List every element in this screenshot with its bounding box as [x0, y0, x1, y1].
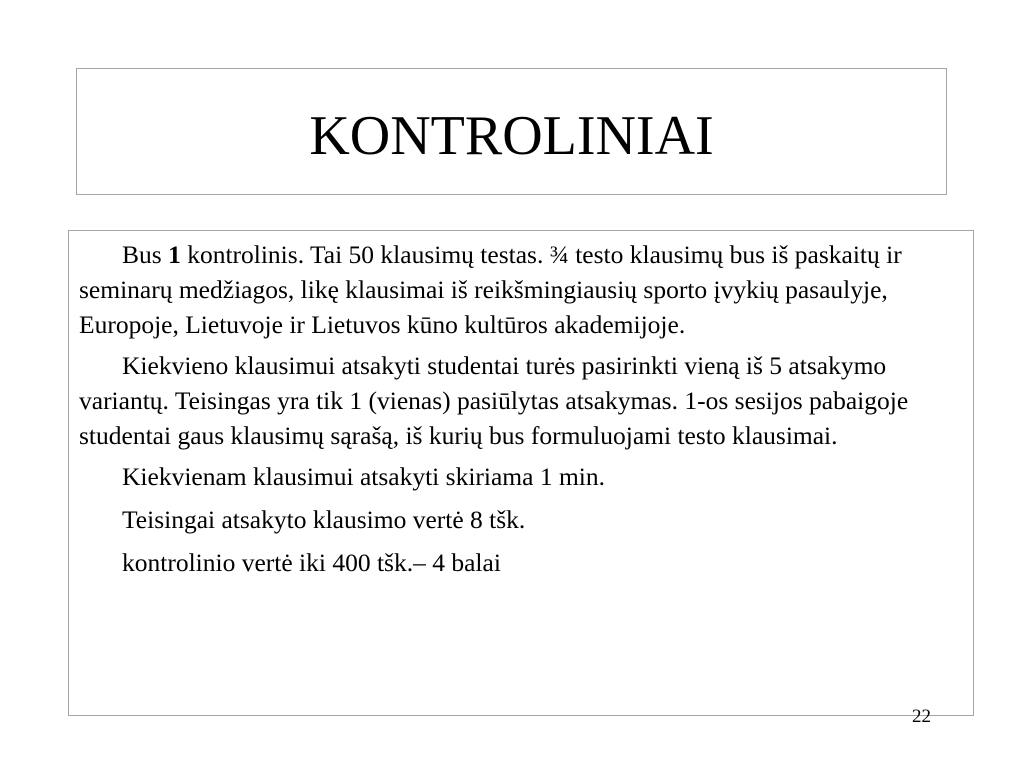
- page-number: 22: [912, 706, 931, 727]
- paragraph-4: Teisingai atsakyto klausimo vertė 8 tšk.: [122, 505, 526, 534]
- test-count: 1: [168, 240, 181, 269]
- paragraph-1-prefix: Bus: [122, 240, 169, 269]
- title-box: [76, 68, 947, 195]
- paragraph-5: kontrolinio vertė iki 400 tšk.– 4 balai: [122, 548, 501, 577]
- paragraph-3: Kiekvienam klausimui atsakyti skiriama 1 min.: [122, 462, 605, 491]
- slide-title: KONTROLINIAI: [309, 104, 714, 167]
- paragraph-2: Kiekvieno klausimui atsakyti studentai turės pasirinkti vieną iš 5 atsakymo variantų. Teisingas yra tik 1 (vienas) pasiūlytas atsakymas. 1-os sesijos pabaigoje studentai gaus klausimų sąrašą, iš kurių bus formuluojami testo klausimai.: [79, 351, 909, 450]
- paragraph-1-text: kontrolinis. Tai 50 klausimų testas. ¾ testo klausimų bus iš paskaitų ir seminarų medžiagos, likę klausimai iš reikšmingiausių sporto įvykių pasaulyje, Europoje, Lietuvoje ir Lietuvos kūno kultūros akademijoje.: [79, 240, 902, 339]
- paragraph-1: [79, 237, 963, 342]
- content-box: [68, 230, 974, 716]
